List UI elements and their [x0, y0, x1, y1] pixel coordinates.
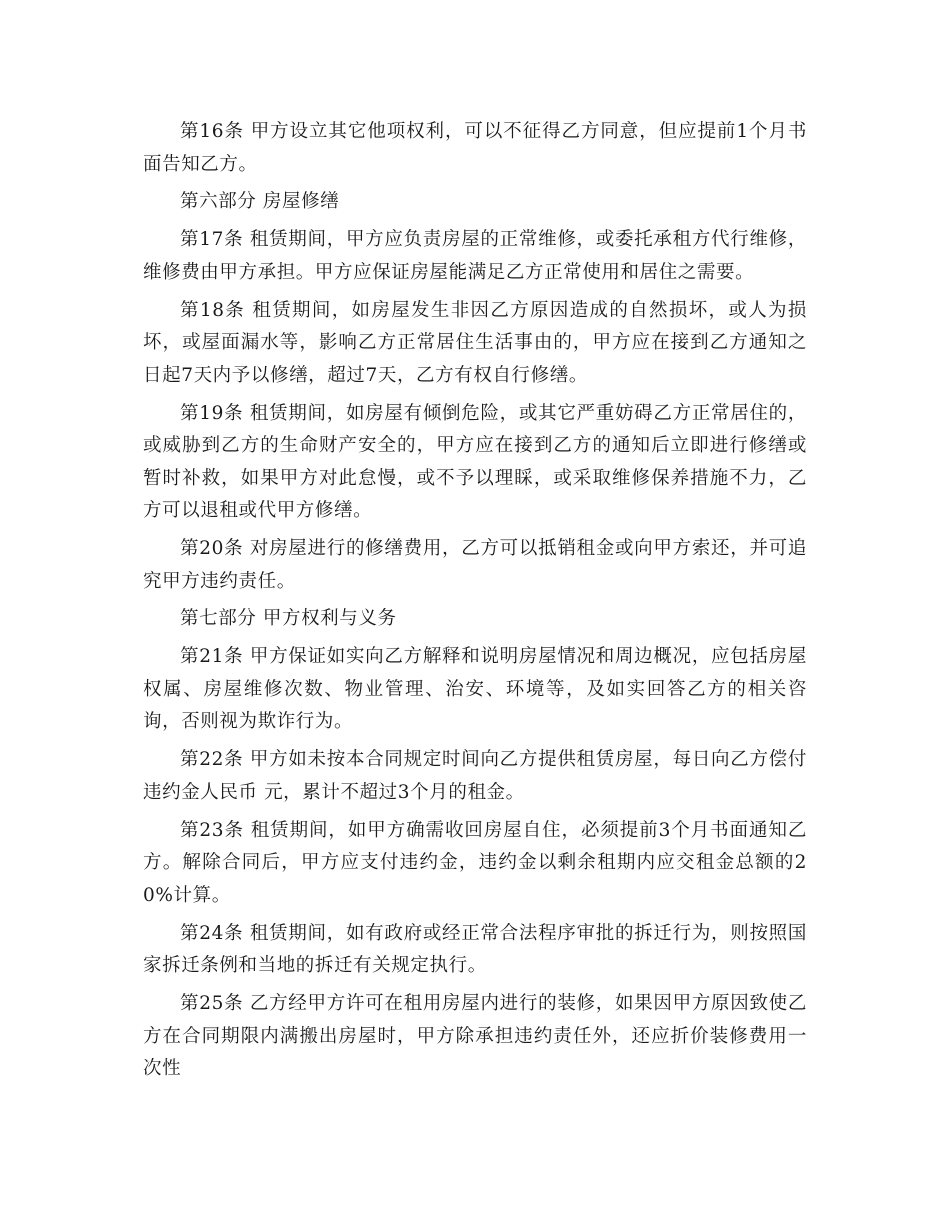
article-17-paragraph: 第17条 租赁期间，甲方应负责房屋的正常维修，或委托承租方代行维修，维修费由甲方承担。甲方应保证房屋能满足乙方正常使用和居住之需要。 [143, 229, 807, 283]
article-18-paragraph: 第18条 租赁期间，如房屋发生非因乙方原因造成的自然损坏，或人为损坏，或屋面漏水等，影响乙方正常居住生活事由的，甲方应在接到乙方通知之日起7天内予以修缮，超过7天，乙方有权自行修缮。 [143, 299, 807, 386]
article-20-paragraph: 第20条 对房屋进行的修缮费用，乙方可以抵销租金或向甲方索还，并可追究甲方违约责任。 [143, 538, 807, 592]
article-19-paragraph: 第19条 租赁期间，如房屋有倾倒危险，或其它严重妨碍乙方正常居住的，或威胁到乙方的生命财产安全的，甲方应在接到乙方的通知后立即进行修缮或暂时补救，如果甲方对此怠慢，或不予以理睬，或采取维修保养措施不力，乙方可以退租或代甲方修缮。 [143, 402, 807, 522]
article-23-paragraph: 第23条 租赁期间，如甲方确需收回房屋自住，必须提前3个月书面通知乙方。解除合同后，甲方应支付违约金，违约金以剩余租期内应交租金总额的20%计算。 [143, 819, 807, 906]
section-6-heading: 第六部分 房屋修缮 [180, 191, 340, 213]
article-25-paragraph: 第25条 乙方经甲方许可在租用房屋内进行的装修，如果因甲方原因致使乙方在合同期限内满搬出房屋时，甲方除承担违约责任外，还应折价装修费用一次性 [143, 992, 807, 1080]
article-24-paragraph: 第24条 租赁期间，如有政府或经正常合法程序审批的拆迁行为，则按照国家拆迁条例和当地的拆迁有关规定执行。 [143, 922, 807, 977]
section-7-heading: 第七部分 甲方权利与义务 [180, 608, 397, 630]
article-21-paragraph: 第21条 甲方保证如实向乙方解释和说明房屋情况和周边概况，应包括房屋权属、房屋维修次数、物业管理、治安、环境等，及如实回答乙方的相关咨询，否则视为欺诈行为。 [143, 646, 807, 733]
document-body [143, 116, 807, 1091]
article-16-paragraph: 第16条 甲方设立其它他项权利，可以不征得乙方同意，但应提前1个月书面告知乙方。 [143, 121, 807, 175]
article-22-paragraph: 第22条 甲方如未按本合同规定时间向乙方提供租赁房屋，每日向乙方偿付违约金人民币 元，累计不超过3个月的租金。 [143, 749, 807, 803]
